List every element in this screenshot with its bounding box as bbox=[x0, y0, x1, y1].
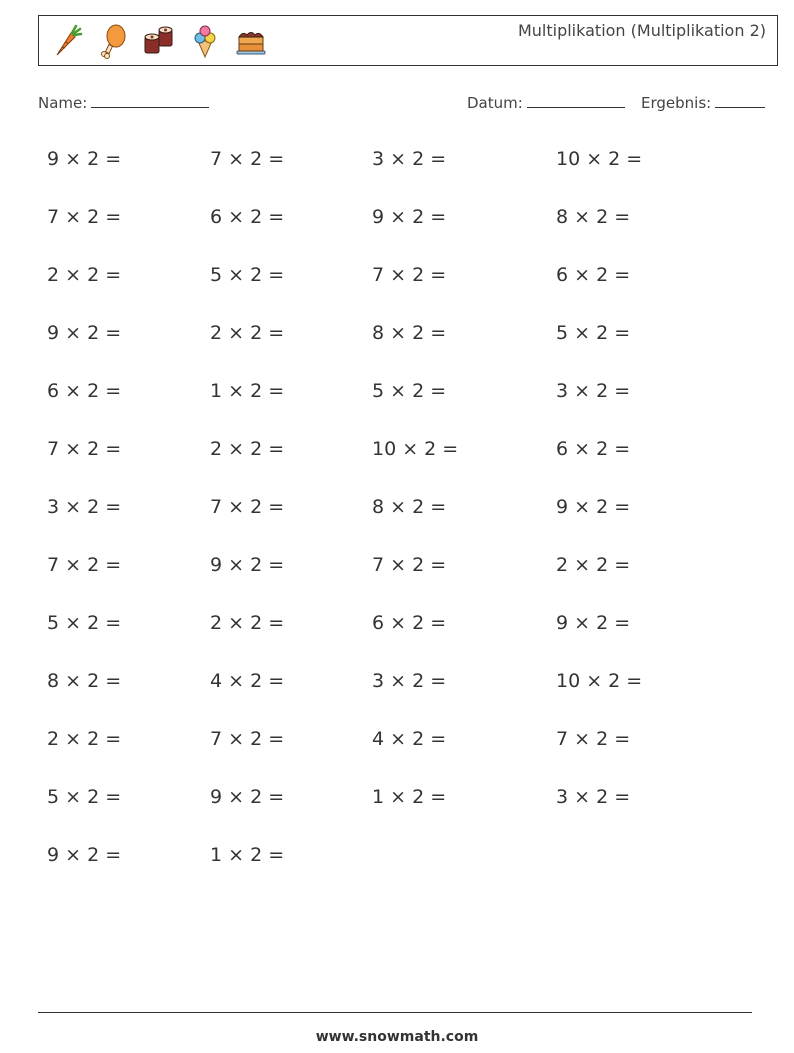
problem-item: 9 × 2 = bbox=[556, 612, 631, 634]
problem-item: 6 × 2 = bbox=[372, 612, 447, 634]
problem-item: 1 × 2 = bbox=[210, 380, 285, 402]
problem-item: 9 × 2 = bbox=[210, 786, 285, 808]
swiss-roll-icon bbox=[141, 23, 177, 59]
problem-item: 2 × 2 = bbox=[556, 554, 631, 576]
problem-item: 4 × 2 = bbox=[210, 670, 285, 692]
problem-item: 2 × 2 = bbox=[210, 612, 285, 634]
footer-url: www.snowmath.com bbox=[315, 1029, 479, 1045]
name-blank bbox=[91, 93, 209, 108]
problem-item: 4 × 2 = bbox=[372, 728, 447, 750]
problem-item: 2 × 2 = bbox=[210, 438, 285, 460]
problem-item: 7 × 2 = bbox=[210, 728, 285, 750]
problem-item: 5 × 2 = bbox=[556, 322, 631, 344]
chicken-drumstick-icon bbox=[95, 23, 131, 59]
problem-item: 6 × 2 = bbox=[556, 264, 631, 286]
problem-item: 9 × 2 = bbox=[47, 322, 122, 344]
problem-item: 2 × 2 = bbox=[47, 728, 122, 750]
problem-item: 7 × 2 = bbox=[47, 438, 122, 460]
problem-item: 7 × 2 = bbox=[47, 554, 122, 576]
problem-item: 7 × 2 = bbox=[47, 206, 122, 228]
problem-item: 8 × 2 = bbox=[47, 670, 122, 692]
problem-item: 3 × 2 = bbox=[556, 380, 631, 402]
problem-item: 3 × 2 = bbox=[556, 786, 631, 808]
problem-item: 3 × 2 = bbox=[372, 148, 447, 170]
problem-item: 10 × 2 = bbox=[372, 438, 459, 460]
date-blank bbox=[527, 93, 625, 108]
problem-item: 9 × 2 = bbox=[47, 148, 122, 170]
problem-item: 6 × 2 = bbox=[210, 206, 285, 228]
ice-cream-cone-icon bbox=[187, 23, 223, 59]
problem-item: 8 × 2 = bbox=[372, 496, 447, 518]
problem-item: 9 × 2 = bbox=[372, 206, 447, 228]
problem-item: 7 × 2 = bbox=[372, 264, 447, 286]
result-label: Ergebnis: bbox=[641, 94, 712, 112]
problem-item: 9 × 2 = bbox=[47, 844, 122, 866]
problem-item: 7 × 2 = bbox=[210, 148, 285, 170]
worksheet-header bbox=[38, 15, 778, 66]
problem-item: 3 × 2 = bbox=[372, 670, 447, 692]
footer-divider bbox=[38, 1012, 752, 1013]
problem-item: 10 × 2 = bbox=[556, 148, 643, 170]
problem-item: 1 × 2 = bbox=[372, 786, 447, 808]
date-label: Datum: bbox=[467, 94, 523, 112]
problem-item: 5 × 2 = bbox=[210, 264, 285, 286]
name-label: Name: bbox=[38, 94, 88, 112]
name-field bbox=[38, 93, 209, 112]
problem-item: 5 × 2 = bbox=[47, 786, 122, 808]
problem-item: 5 × 2 = bbox=[372, 380, 447, 402]
problem-item: 7 × 2 = bbox=[210, 496, 285, 518]
problem-item: 5 × 2 = bbox=[47, 612, 122, 634]
result-field bbox=[641, 93, 765, 112]
date-field bbox=[467, 93, 625, 112]
problem-item: 8 × 2 = bbox=[556, 206, 631, 228]
problem-item: 3 × 2 = bbox=[47, 496, 122, 518]
carrot-icon bbox=[49, 23, 85, 59]
worksheet-title: Multiplikation (Multiplikation 2) bbox=[517, 21, 766, 40]
problem-item: 9 × 2 = bbox=[556, 496, 631, 518]
result-blank bbox=[715, 93, 765, 108]
layer-cake-icon bbox=[233, 23, 269, 59]
problem-item: 8 × 2 = bbox=[372, 322, 447, 344]
problem-item: 10 × 2 = bbox=[556, 670, 643, 692]
problem-item: 7 × 2 = bbox=[556, 728, 631, 750]
icon-strip bbox=[49, 23, 269, 59]
problem-item: 7 × 2 = bbox=[372, 554, 447, 576]
problem-item: 2 × 2 = bbox=[210, 322, 285, 344]
problem-item: 2 × 2 = bbox=[47, 264, 122, 286]
problem-item: 1 × 2 = bbox=[210, 844, 285, 866]
problem-item: 6 × 2 = bbox=[47, 380, 122, 402]
problem-item: 6 × 2 = bbox=[556, 438, 631, 460]
problem-item: 9 × 2 = bbox=[210, 554, 285, 576]
